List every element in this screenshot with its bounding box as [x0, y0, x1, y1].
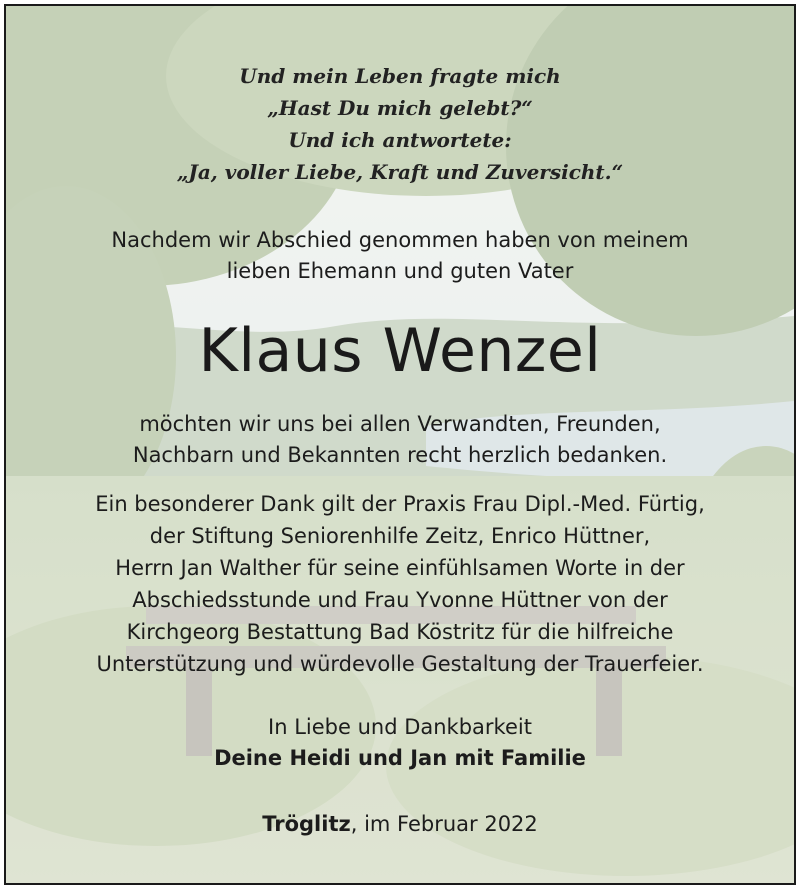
special-thanks-line-4: Abschiedsstunde und Frau Yvonne Hüttner von der: [132, 588, 668, 612]
deceased-name: Klaus Wenzel: [198, 316, 602, 386]
thanks-line-2: Nachbarn und Bekannten recht herzlich bedanken.: [132, 443, 668, 467]
obituary-content: [6, 6, 794, 883]
poem-line-3: Und ich antwortete:: [288, 128, 512, 152]
special-thanks-line-6: Unterstützung und würdevolle Gestaltung der Trauerfeier.: [96, 652, 704, 676]
poem-line-2: „Hast Du mich gelebt?“: [267, 96, 533, 120]
special-thanks-line-5: Kirchgeorg Bestattung Bad Köstritz für die hilfreiche: [126, 620, 674, 644]
obituary-frame: [4, 4, 796, 885]
special-thanks-line-2: der Stiftung Seniorenhilfe Zeitz, Enrico Hüttner,: [149, 524, 651, 548]
closing-block: [6, 712, 794, 774]
signatories: Deine Heidi und Jan mit Familie: [214, 746, 586, 770]
poem-line-4: „Ja, voller Liebe, Kraft und Zuversicht.“: [176, 160, 624, 184]
intro-text: [6, 225, 794, 287]
intro-line-2: lieben Ehemann und guten Vater: [226, 259, 574, 283]
special-thanks-text: [6, 488, 794, 680]
place-date-text: , im Februar 2022: [350, 812, 538, 836]
place-town: Tröglitz: [262, 812, 351, 836]
thanks-line-1: möchten wir uns bei allen Verwandten, Freunden,: [139, 412, 661, 436]
poem-line-1: Und mein Leben fragte mich: [239, 64, 561, 88]
place-date: [6, 809, 794, 840]
special-thanks-line-1: Ein besonderer Dank gilt der Praxis Frau Dipl.-Med. Fürtig,: [95, 492, 705, 516]
special-thanks-line-3: Herrn Jan Walther für seine einfühlsamen Worte in der: [115, 556, 685, 580]
poem: [6, 60, 794, 188]
intro-line-1: Nachdem wir Abschied genommen haben von meinem: [111, 228, 689, 252]
thanks-text: [6, 409, 794, 471]
closing-greeting: In Liebe und Dankbarkeit: [268, 715, 532, 739]
